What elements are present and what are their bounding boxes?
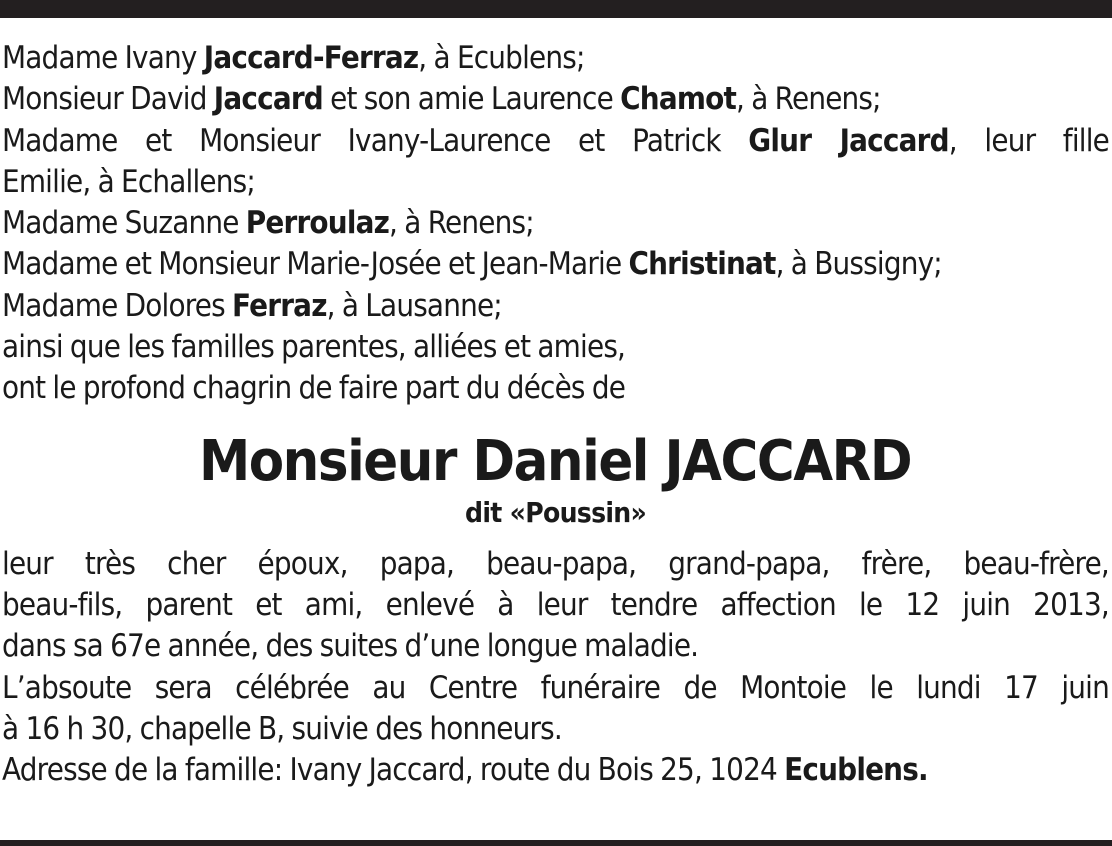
body-line: beau-fils, parent et ami, enlevé à leur tendre affection le 12 juin 2013, [2,586,1109,623]
family-address: Adresse de la famille: Ivany Jaccard, route du Bois 25, 1024 Ecublens. [2,752,928,789]
family-line: Madame Dolores Ferraz, à Lausanne; [2,287,502,324]
family-line: Madame et Monsieur Ivany-Laurence et Patrick Glur Jaccard, leur fille [2,122,1109,159]
deceased-nickname: dit «Poussin» [464,495,646,529]
family-line: Emilie, à Echallens; [2,163,255,200]
obituary-notice [2,38,1109,791]
intro-line: ainsi que les familles parentes, alliées et amies, [2,329,626,366]
body-line: L’absoute sera célébrée au Centre funéraire de Montoie le lundi 17 juin [2,669,1109,706]
deceased-name: Monsieur Daniel JACCARD [199,428,912,494]
family-line: Madame Suzanne Perroulaz, à Renens; [2,205,534,242]
deceased-block [2,430,1109,530]
body-line: dans sa 67e année, des suites d’une longue maladie. [2,628,699,665]
family-line: Madame et Monsieur Marie-Josée et Jean-Marie Christinat, à Bussigny; [2,246,942,283]
intro-line: ont le profond chagrin de faire part du décès de [2,370,626,407]
body-line: à 16 h 30, chapelle B, suivie des honneurs. [2,710,562,747]
bottom-rule [0,840,1112,846]
body-line: leur très cher époux, papa, beau-papa, grand-papa, frère, beau-frère, [2,545,1109,582]
family-line: Madame Ivany Jaccard-Ferraz, à Ecublens; [2,40,585,76]
top-rule [0,0,1112,18]
announcement-body [2,544,1109,792]
family-list [2,38,1109,410]
family-line: Monsieur David Jaccard et son amie Laurence Chamot, à Renens; [2,81,881,118]
